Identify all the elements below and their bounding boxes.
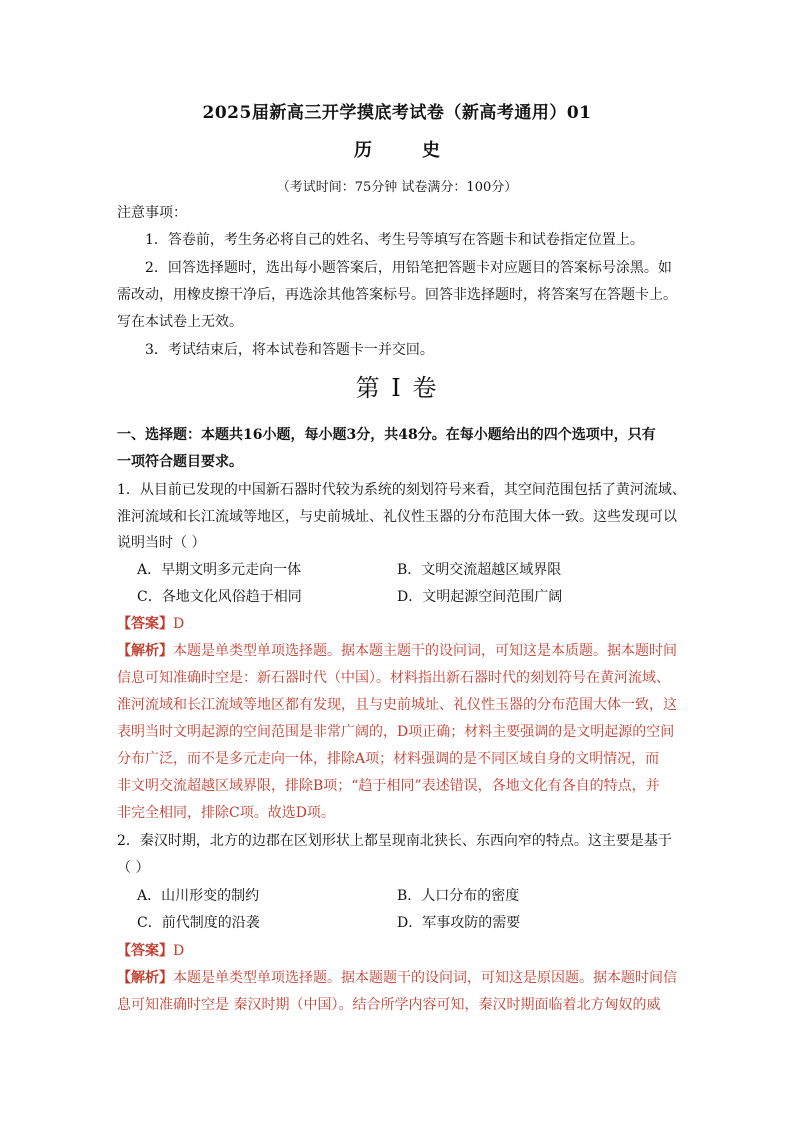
q2-analysis-line-1 [117, 967, 677, 987]
notice-heading: 注意事项： [117, 205, 187, 221]
q1-analysis-tag: 【解析】 [117, 643, 173, 659]
q1-stem-line-3: 说明当时（ ） [117, 535, 206, 551]
q1-analysis-line-3: 淮河流域和长江流域等地区都有发现，且与史前城址、礼仪性玉器的分布范围大体一致，这 [117, 697, 677, 713]
q1-option-b: B．文明交流超越区域界限 [397, 562, 562, 578]
q1-answer-tag: 【答案】 [117, 616, 173, 632]
q1-analysis-text-1: 本题是单类型单项选择题。据本题主题干的设问词，可知这是本质题。据本题时间 [173, 643, 677, 659]
q2-answer [117, 940, 184, 960]
q1-answer [117, 613, 184, 633]
q2-stem-line-2: （ ） [117, 860, 150, 876]
q2-answer-value: D [173, 943, 185, 959]
q2-analysis-tag: 【解析】 [117, 970, 173, 986]
q1-analysis-line-7: 非完全相同，排除C项。故选D项。 [117, 805, 335, 821]
q2-option-b: B．人口分布的密度 [397, 888, 520, 904]
q1-option-a: A．早期文明多元走向一体 [137, 562, 302, 578]
exam-subject: 历史 [354, 140, 490, 161]
q1-option-c: C．各地文化风俗趋于相同 [137, 589, 302, 605]
q2-option-d: D．军事攻防的需要 [397, 915, 521, 931]
q1-answer-value: D [173, 616, 185, 632]
q1-analysis-line-4: 表明当时文明起源的空间范围是非常广阔的，D项正确；材料主要强调的是文明起源的空间 [117, 724, 675, 740]
notice-item-3: 3．考试结束后，将本试卷和答题卡一并交回。 [145, 342, 434, 358]
q1-stem-line-2: 淮河流域和长江流域等地区，与史前城址、礼仪性玉器的分布范围大体一致。这些发现可以 [117, 509, 677, 525]
q1-analysis-line-2: 信息可知准确时空是：新石器时代（中国）。材料指出新石器时代的刻划符号在黄河流域、 [117, 670, 670, 686]
notice-item-2-line-3: 写在本试卷上无效。 [117, 314, 243, 330]
q2-answer-tag: 【答案】 [117, 943, 173, 959]
section-title: 第 I 卷 [355, 374, 439, 402]
q2-stem-line-1: 2．秦汉时期，北方的边郡在区划形状上都呈现南北狭长、东西向窄的特点。这主要是基于 [117, 833, 672, 849]
notice-item-1: 1．答卷前，考生务必将自己的姓名、考生号等填写在答题卡和试卷指定位置上。 [145, 232, 644, 248]
q2-option-a: A．山川形变的制约 [137, 888, 260, 904]
section-intro-line-2: 一项符合题目要求。 [117, 454, 243, 470]
q1-analysis-line-6: 非文明交流超越区域界限，排除B项；“趋于相同”表述错误，各地文化有各自的特点，并 [117, 778, 660, 794]
q2-analysis-line-2: 息可知准确时空是 秦汉时期（中国）。结合所学内容可知，秦汉时期面临着北方匈奴的威 [117, 997, 661, 1013]
q2-option-c: C．前代制度的沿袭 [137, 915, 260, 931]
exam-info: （考试时间：75分钟 试卷满分：100分） [276, 180, 518, 195]
q1-stem-line-1: 1．从目前已发现的中国新石器时代较为系统的刻划符号来看，其空间范围包括了黄河流域、 [117, 482, 686, 498]
notice-item-2-line-1: 2．回答选择题时，选出每小题答案后，用铅笔把答题卡对应题目的答案标号涂黑。如 [145, 260, 672, 276]
q1-option-d: D．文明起源空间范围广阔 [397, 589, 563, 605]
notice-item-2-line-2: 需改动，用橡皮擦干净后，再选涂其他答案标号。回答非选择题时，将答案写在答题卡上。 [117, 287, 677, 303]
q2-analysis-text-1: 本题是单类型单项选择题。据本题题干的设问词，可知这是原因题。据本题时间信 [173, 970, 677, 986]
section-intro-line-1: 一、选择题：本题共16小题，每小题3分，共48分。在每小题给出的四个选项中，只有 [117, 427, 656, 443]
q1-analysis-line-5: 分布广泛，而不是多元走向一体，排除A项；材料强调的是不同区域自身的文明情况，而 [117, 751, 660, 767]
q1-analysis-line-1 [117, 640, 677, 660]
exam-title: 2025届新高三开学摸底考试卷（新高考通用）01 [202, 103, 592, 123]
